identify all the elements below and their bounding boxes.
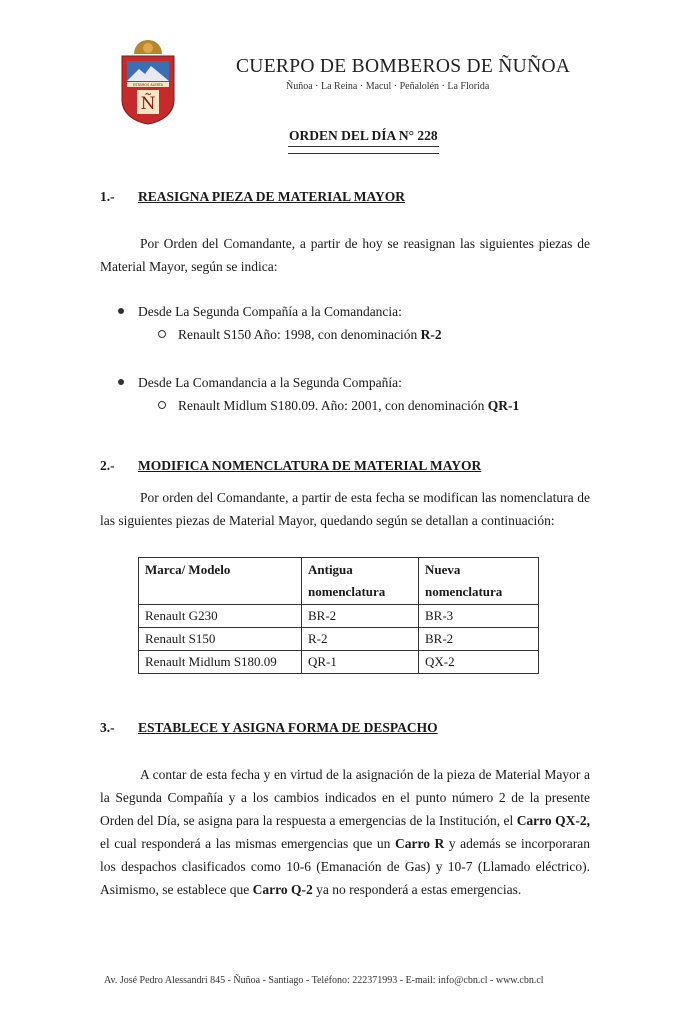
section-3-paragraph bbox=[100, 763, 590, 901]
paragraph-bold-text: Carro Q-2 bbox=[252, 882, 313, 897]
table-header-cell: Marca/ Modelo bbox=[139, 558, 302, 605]
table-cell: BR-3 bbox=[419, 605, 539, 628]
table-cell: Renault G230 bbox=[139, 605, 302, 628]
table-cell: R-2 bbox=[302, 628, 419, 651]
sub-bullet-ring-icon bbox=[158, 330, 166, 338]
sub-bullet-item bbox=[158, 398, 519, 414]
table-cell: Renault S150 bbox=[139, 628, 302, 651]
sub-bullet-item bbox=[158, 327, 442, 343]
crest-logo bbox=[117, 38, 179, 126]
paragraph-text: ya no responderá a estas emergencias. bbox=[312, 882, 522, 897]
paragraph-bold-text: Carro R bbox=[394, 836, 445, 851]
table-header-cell: Nueva nomenclatura bbox=[419, 558, 539, 605]
table-cell: BR-2 bbox=[302, 605, 419, 628]
order-title-double-underline bbox=[288, 146, 439, 154]
table-cell: QX-2 bbox=[419, 651, 539, 674]
paragraph-text: A contar de esta fecha y en virtud de la asignación de la pieza de Material Mayor a la Segunda Compañía y a los cambios indicados en el punto número 2 de la presente Orden del Día, se asigna para la respuesta a emergencias de la Institución, el bbox=[100, 767, 590, 828]
bullet-label: Desde La Segunda Compañía a la Comandancia: bbox=[138, 304, 402, 319]
section-2-number: 2.- bbox=[100, 458, 115, 473]
table-row bbox=[139, 651, 539, 674]
sub-bullet-text: Renault Midlum S180.09. Año: 2001, con denominación bbox=[178, 398, 488, 413]
nomenclature-table bbox=[138, 557, 539, 674]
bullet-label: Desde La Comandancia a la Segunda Compañía: bbox=[138, 375, 402, 390]
table-header-row bbox=[139, 558, 539, 605]
organization-subtitle: Ñuñoa · La Reina · Macul · Peñalolén · La Florida bbox=[286, 81, 490, 92]
paragraph-text: el cual responderá a las mismas emergencias que un bbox=[100, 836, 395, 851]
table-cell: QR-1 bbox=[302, 651, 419, 674]
crest-letter: Ñ bbox=[140, 94, 156, 114]
footer-contact: Av. José Pedro Alessandri 845 - Ñuñoa - Santiago - Teléfono: 222371993 - E-mail: info@cbn.cl - www.cbn.cl bbox=[104, 975, 544, 986]
section-2-paragraph: Por orden del Comandante, a partir de esta fecha se modifican las nomenclatura de las siguientes piezas de Material Mayor, quedando según se detallan a continuación: bbox=[100, 490, 590, 528]
bullet-dot-icon bbox=[118, 379, 124, 385]
section-3-number: 3.- bbox=[100, 720, 115, 735]
table-row bbox=[139, 605, 539, 628]
sub-bullet-code: QR-1 bbox=[487, 398, 520, 413]
bullet-dot-icon bbox=[118, 308, 124, 314]
paragraph-text: y además se incorporaran los despachos clasificados como 10-6 (Emanación de Gas) y 10-7 (Llamado eléctrico). Asimismo, se establece que bbox=[100, 836, 590, 897]
section-3-title: ESTABLECE Y ASIGNA FORMA DE DESPACHO bbox=[138, 720, 438, 735]
order-title: ORDEN DEL DÍA N° 228 bbox=[289, 128, 438, 143]
bullet-item bbox=[118, 304, 402, 320]
table-cell: BR-2 bbox=[419, 628, 539, 651]
table-row bbox=[139, 628, 539, 651]
section-1-title: REASIGNA PIEZA DE MATERIAL MAYOR bbox=[138, 189, 406, 204]
section-1-paragraph: Por Orden del Comandante, a partir de hoy se reasignan las siguientes piezas de Material Mayor, según se indica: bbox=[100, 236, 590, 274]
sub-bullet-text: Renault S150 Año: 1998, con denominación bbox=[178, 327, 421, 342]
table-header-cell: Antigua nomenclatura bbox=[302, 558, 419, 605]
section-2-title: MODIFICA NOMENCLATURA DE MATERIAL MAYOR bbox=[138, 458, 482, 473]
table-cell: Renault Midlum S180.09 bbox=[139, 651, 302, 674]
sub-bullet-code: R-2 bbox=[420, 327, 442, 342]
sub-bullet-ring-icon bbox=[158, 401, 166, 409]
bullet-item bbox=[118, 375, 402, 391]
organization-title: CUERPO DE BOMBEROS DE ÑUÑOA bbox=[236, 56, 571, 77]
crest-banner-text: ESTAMOS ALERTA bbox=[133, 83, 163, 87]
section-1-number: 1.- bbox=[100, 189, 115, 204]
paragraph-bold-text: Carro QX-2, bbox=[516, 813, 590, 828]
